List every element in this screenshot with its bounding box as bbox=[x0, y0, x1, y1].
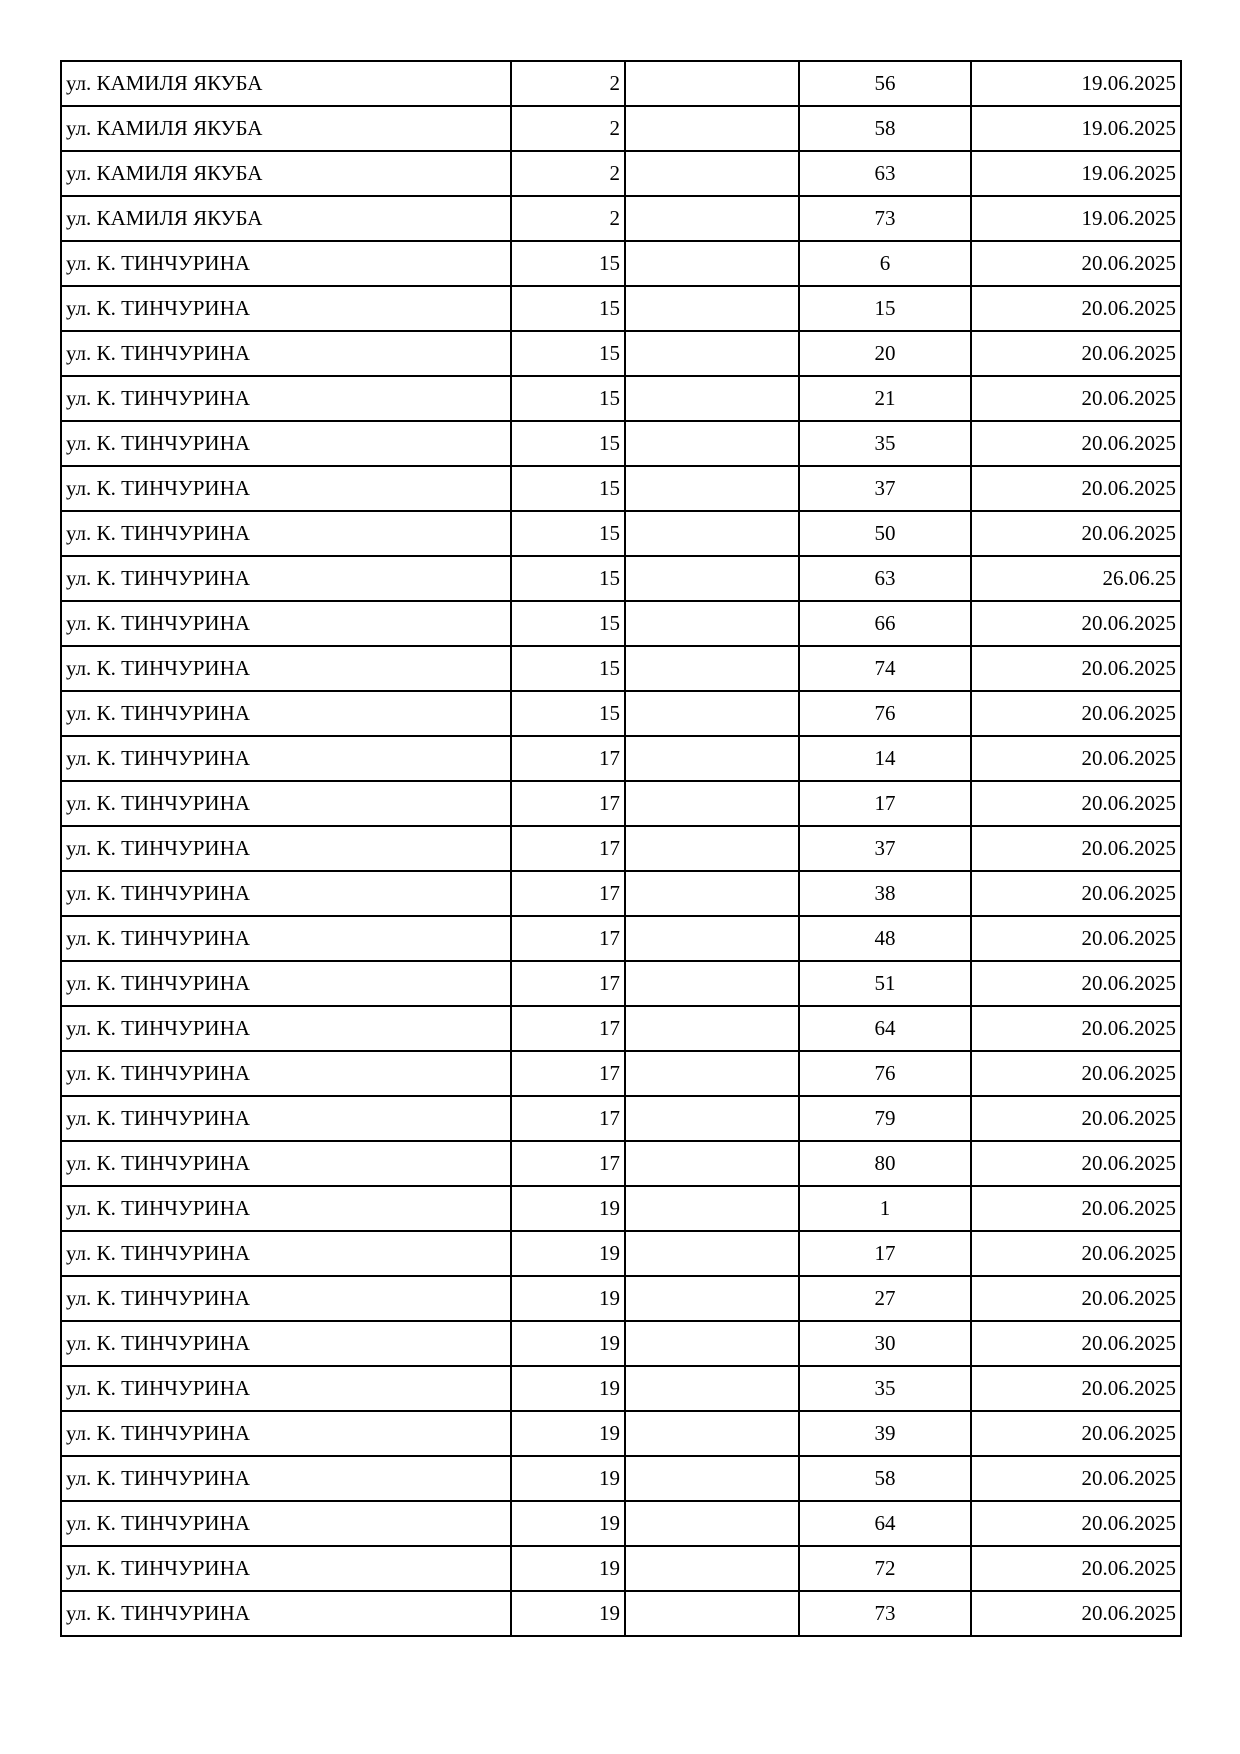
empty-cell bbox=[625, 916, 799, 961]
house-number-cell: 19 bbox=[511, 1591, 625, 1636]
house-number-cell: 2 bbox=[511, 151, 625, 196]
empty-cell bbox=[625, 1501, 799, 1546]
street-cell: ул. КАМИЛЯ ЯКУБА bbox=[61, 151, 511, 196]
empty-cell bbox=[625, 1591, 799, 1636]
apartment-number-cell: 38 bbox=[799, 871, 971, 916]
apartment-number-cell: 80 bbox=[799, 1141, 971, 1186]
apartment-number-cell: 72 bbox=[799, 1546, 971, 1591]
house-number-cell: 17 bbox=[511, 736, 625, 781]
empty-cell bbox=[625, 61, 799, 106]
table-row bbox=[61, 196, 1181, 241]
street-cell: ул. К. ТИНЧУРИНА bbox=[61, 1141, 511, 1186]
house-number-cell: 19 bbox=[511, 1186, 625, 1231]
empty-cell bbox=[625, 1006, 799, 1051]
empty-cell bbox=[625, 1546, 799, 1591]
date-cell: 20.06.2025 bbox=[971, 466, 1181, 511]
empty-cell bbox=[625, 376, 799, 421]
apartment-number-cell: 58 bbox=[799, 1456, 971, 1501]
apartment-number-cell: 30 bbox=[799, 1321, 971, 1366]
date-cell: 20.06.2025 bbox=[971, 376, 1181, 421]
empty-cell bbox=[625, 601, 799, 646]
table-row bbox=[61, 871, 1181, 916]
street-cell: ул. К. ТИНЧУРИНА bbox=[61, 1186, 511, 1231]
street-cell: ул. К. ТИНЧУРИНА bbox=[61, 466, 511, 511]
street-cell: ул. К. ТИНЧУРИНА bbox=[61, 1546, 511, 1591]
table-row bbox=[61, 286, 1181, 331]
house-number-cell: 15 bbox=[511, 556, 625, 601]
empty-cell bbox=[625, 1096, 799, 1141]
date-cell: 20.06.2025 bbox=[971, 1051, 1181, 1096]
table-row bbox=[61, 1366, 1181, 1411]
table-row bbox=[61, 916, 1181, 961]
apartment-number-cell: 17 bbox=[799, 781, 971, 826]
date-cell: 20.06.2025 bbox=[971, 871, 1181, 916]
empty-cell bbox=[625, 1366, 799, 1411]
apartment-number-cell: 64 bbox=[799, 1501, 971, 1546]
street-cell: ул. К. ТИНЧУРИНА bbox=[61, 1276, 511, 1321]
empty-cell bbox=[625, 241, 799, 286]
date-cell: 20.06.2025 bbox=[971, 1231, 1181, 1276]
apartment-number-cell: 6 bbox=[799, 241, 971, 286]
date-cell: 20.06.2025 bbox=[971, 1141, 1181, 1186]
date-cell: 20.06.2025 bbox=[971, 781, 1181, 826]
date-cell: 20.06.2025 bbox=[971, 286, 1181, 331]
street-cell: ул. К. ТИНЧУРИНА bbox=[61, 1096, 511, 1141]
street-cell: ул. К. ТИНЧУРИНА bbox=[61, 286, 511, 331]
house-number-cell: 19 bbox=[511, 1231, 625, 1276]
table-row bbox=[61, 961, 1181, 1006]
empty-cell bbox=[625, 1276, 799, 1321]
apartment-number-cell: 73 bbox=[799, 196, 971, 241]
house-number-cell: 15 bbox=[511, 601, 625, 646]
house-number-cell: 15 bbox=[511, 466, 625, 511]
table-row bbox=[61, 1006, 1181, 1051]
empty-cell bbox=[625, 196, 799, 241]
table-row bbox=[61, 1321, 1181, 1366]
house-number-cell: 15 bbox=[511, 376, 625, 421]
date-cell: 20.06.2025 bbox=[971, 1366, 1181, 1411]
street-cell: ул. К. ТИНЧУРИНА bbox=[61, 1006, 511, 1051]
table-row bbox=[61, 1456, 1181, 1501]
apartment-number-cell: 76 bbox=[799, 1051, 971, 1096]
table-row bbox=[61, 1186, 1181, 1231]
street-cell: ул. К. ТИНЧУРИНА bbox=[61, 691, 511, 736]
street-cell: ул. К. ТИНЧУРИНА bbox=[61, 421, 511, 466]
table-row bbox=[61, 241, 1181, 286]
street-cell: ул. К. ТИНЧУРИНА bbox=[61, 331, 511, 376]
apartment-number-cell: 35 bbox=[799, 421, 971, 466]
apartment-number-cell: 27 bbox=[799, 1276, 971, 1321]
house-number-cell: 17 bbox=[511, 1051, 625, 1096]
street-cell: ул. К. ТИНЧУРИНА bbox=[61, 1366, 511, 1411]
date-cell: 20.06.2025 bbox=[971, 646, 1181, 691]
apartment-number-cell: 1 bbox=[799, 1186, 971, 1231]
date-cell: 20.06.2025 bbox=[971, 1321, 1181, 1366]
table-row bbox=[61, 1141, 1181, 1186]
street-cell: ул. К. ТИНЧУРИНА bbox=[61, 826, 511, 871]
table-row bbox=[61, 151, 1181, 196]
house-number-cell: 19 bbox=[511, 1501, 625, 1546]
house-number-cell: 15 bbox=[511, 421, 625, 466]
date-cell: 20.06.2025 bbox=[971, 1591, 1181, 1636]
table-row bbox=[61, 1546, 1181, 1591]
date-cell: 20.06.2025 bbox=[971, 601, 1181, 646]
house-number-cell: 17 bbox=[511, 871, 625, 916]
empty-cell bbox=[625, 106, 799, 151]
table-row bbox=[61, 1096, 1181, 1141]
table-row bbox=[61, 1501, 1181, 1546]
house-number-cell: 15 bbox=[511, 241, 625, 286]
empty-cell bbox=[625, 781, 799, 826]
date-cell: 20.06.2025 bbox=[971, 331, 1181, 376]
street-cell: ул. К. ТИНЧУРИНА bbox=[61, 781, 511, 826]
house-number-cell: 17 bbox=[511, 916, 625, 961]
street-cell: ул. К. ТИНЧУРИНА bbox=[61, 961, 511, 1006]
house-number-cell: 2 bbox=[511, 106, 625, 151]
date-cell: 19.06.2025 bbox=[971, 106, 1181, 151]
street-cell: ул. К. ТИНЧУРИНА bbox=[61, 1321, 511, 1366]
apartment-number-cell: 39 bbox=[799, 1411, 971, 1456]
apartment-number-cell: 37 bbox=[799, 466, 971, 511]
apartment-number-cell: 15 bbox=[799, 286, 971, 331]
table-row bbox=[61, 61, 1181, 106]
empty-cell bbox=[625, 1141, 799, 1186]
apartment-number-cell: 56 bbox=[799, 61, 971, 106]
house-number-cell: 17 bbox=[511, 781, 625, 826]
house-number-cell: 2 bbox=[511, 196, 625, 241]
empty-cell bbox=[625, 826, 799, 871]
table-row bbox=[61, 421, 1181, 466]
empty-cell bbox=[625, 691, 799, 736]
date-cell: 19.06.2025 bbox=[971, 151, 1181, 196]
empty-cell bbox=[625, 871, 799, 916]
street-cell: ул. К. ТИНЧУРИНА bbox=[61, 1231, 511, 1276]
street-cell: ул. К. ТИНЧУРИНА bbox=[61, 1411, 511, 1456]
date-cell: 20.06.2025 bbox=[971, 241, 1181, 286]
street-cell: ул. К. ТИНЧУРИНА bbox=[61, 1591, 511, 1636]
house-number-cell: 19 bbox=[511, 1456, 625, 1501]
apartment-number-cell: 37 bbox=[799, 826, 971, 871]
empty-cell bbox=[625, 646, 799, 691]
street-cell: ул. К. ТИНЧУРИНА bbox=[61, 1456, 511, 1501]
table-row bbox=[61, 511, 1181, 556]
apartment-number-cell: 14 bbox=[799, 736, 971, 781]
date-cell: 20.06.2025 bbox=[971, 961, 1181, 1006]
apartment-number-cell: 48 bbox=[799, 916, 971, 961]
table-row bbox=[61, 376, 1181, 421]
table-row bbox=[61, 1411, 1181, 1456]
street-cell: ул. КАМИЛЯ ЯКУБА bbox=[61, 196, 511, 241]
empty-cell bbox=[625, 1321, 799, 1366]
table-row bbox=[61, 1276, 1181, 1321]
house-number-cell: 15 bbox=[511, 691, 625, 736]
date-cell: 20.06.2025 bbox=[971, 1186, 1181, 1231]
date-cell: 20.06.2025 bbox=[971, 1546, 1181, 1591]
street-cell: ул. К. ТИНЧУРИНА bbox=[61, 241, 511, 286]
table-row bbox=[61, 646, 1181, 691]
apartment-number-cell: 17 bbox=[799, 1231, 971, 1276]
apartment-number-cell: 76 bbox=[799, 691, 971, 736]
apartment-number-cell: 21 bbox=[799, 376, 971, 421]
apartment-number-cell: 51 bbox=[799, 961, 971, 1006]
address-schedule-table bbox=[60, 60, 1182, 1637]
date-cell: 19.06.2025 bbox=[971, 196, 1181, 241]
empty-cell bbox=[625, 331, 799, 376]
date-cell: 20.06.2025 bbox=[971, 1501, 1181, 1546]
house-number-cell: 15 bbox=[511, 331, 625, 376]
table-row bbox=[61, 691, 1181, 736]
table-row bbox=[61, 826, 1181, 871]
street-cell: ул. К. ТИНЧУРИНА bbox=[61, 1051, 511, 1096]
empty-cell bbox=[625, 1186, 799, 1231]
empty-cell bbox=[625, 151, 799, 196]
table-row bbox=[61, 1231, 1181, 1276]
apartment-number-cell: 50 bbox=[799, 511, 971, 556]
house-number-cell: 19 bbox=[511, 1366, 625, 1411]
date-cell: 26.06.25 bbox=[971, 556, 1181, 601]
empty-cell bbox=[625, 961, 799, 1006]
street-cell: ул. К. ТИНЧУРИНА bbox=[61, 1501, 511, 1546]
date-cell: 20.06.2025 bbox=[971, 916, 1181, 961]
apartment-number-cell: 66 bbox=[799, 601, 971, 646]
street-cell: ул. КАМИЛЯ ЯКУБА bbox=[61, 106, 511, 151]
empty-cell bbox=[625, 466, 799, 511]
apartment-number-cell: 74 bbox=[799, 646, 971, 691]
street-cell: ул. КАМИЛЯ ЯКУБА bbox=[61, 61, 511, 106]
apartment-number-cell: 58 bbox=[799, 106, 971, 151]
apartment-number-cell: 35 bbox=[799, 1366, 971, 1411]
empty-cell bbox=[625, 1456, 799, 1501]
date-cell: 20.06.2025 bbox=[971, 736, 1181, 781]
date-cell: 20.06.2025 bbox=[971, 1276, 1181, 1321]
table-row bbox=[61, 1051, 1181, 1096]
empty-cell bbox=[625, 421, 799, 466]
empty-cell bbox=[625, 511, 799, 556]
table-body bbox=[61, 61, 1181, 1636]
date-cell: 19.06.2025 bbox=[971, 61, 1181, 106]
street-cell: ул. К. ТИНЧУРИНА bbox=[61, 736, 511, 781]
house-number-cell: 19 bbox=[511, 1276, 625, 1321]
empty-cell bbox=[625, 286, 799, 331]
apartment-number-cell: 64 bbox=[799, 1006, 971, 1051]
empty-cell bbox=[625, 556, 799, 601]
date-cell: 20.06.2025 bbox=[971, 1411, 1181, 1456]
house-number-cell: 17 bbox=[511, 961, 625, 1006]
empty-cell bbox=[625, 736, 799, 781]
house-number-cell: 17 bbox=[511, 1006, 625, 1051]
house-number-cell: 17 bbox=[511, 1141, 625, 1186]
date-cell: 20.06.2025 bbox=[971, 691, 1181, 736]
table-row bbox=[61, 1591, 1181, 1636]
house-number-cell: 17 bbox=[511, 1096, 625, 1141]
table-row bbox=[61, 556, 1181, 601]
table-row bbox=[61, 331, 1181, 376]
house-number-cell: 17 bbox=[511, 826, 625, 871]
house-number-cell: 19 bbox=[511, 1546, 625, 1591]
empty-cell bbox=[625, 1051, 799, 1096]
apartment-number-cell: 63 bbox=[799, 151, 971, 196]
apartment-number-cell: 73 bbox=[799, 1591, 971, 1636]
table-row bbox=[61, 106, 1181, 151]
house-number-cell: 19 bbox=[511, 1321, 625, 1366]
empty-cell bbox=[625, 1231, 799, 1276]
street-cell: ул. К. ТИНЧУРИНА bbox=[61, 556, 511, 601]
house-number-cell: 15 bbox=[511, 511, 625, 556]
street-cell: ул. К. ТИНЧУРИНА bbox=[61, 646, 511, 691]
apartment-number-cell: 79 bbox=[799, 1096, 971, 1141]
table-row bbox=[61, 466, 1181, 511]
date-cell: 20.06.2025 bbox=[971, 1006, 1181, 1051]
house-number-cell: 2 bbox=[511, 61, 625, 106]
date-cell: 20.06.2025 bbox=[971, 1456, 1181, 1501]
table-row bbox=[61, 601, 1181, 646]
house-number-cell: 15 bbox=[511, 286, 625, 331]
house-number-cell: 15 bbox=[511, 646, 625, 691]
date-cell: 20.06.2025 bbox=[971, 826, 1181, 871]
house-number-cell: 19 bbox=[511, 1411, 625, 1456]
apartment-number-cell: 63 bbox=[799, 556, 971, 601]
date-cell: 20.06.2025 bbox=[971, 421, 1181, 466]
street-cell: ул. К. ТИНЧУРИНА bbox=[61, 916, 511, 961]
apartment-number-cell: 20 bbox=[799, 331, 971, 376]
street-cell: ул. К. ТИНЧУРИНА bbox=[61, 871, 511, 916]
table-row bbox=[61, 781, 1181, 826]
street-cell: ул. К. ТИНЧУРИНА bbox=[61, 601, 511, 646]
street-cell: ул. К. ТИНЧУРИНА bbox=[61, 376, 511, 421]
date-cell: 20.06.2025 bbox=[971, 511, 1181, 556]
street-cell: ул. К. ТИНЧУРИНА bbox=[61, 511, 511, 556]
table-row bbox=[61, 736, 1181, 781]
date-cell: 20.06.2025 bbox=[971, 1096, 1181, 1141]
empty-cell bbox=[625, 1411, 799, 1456]
